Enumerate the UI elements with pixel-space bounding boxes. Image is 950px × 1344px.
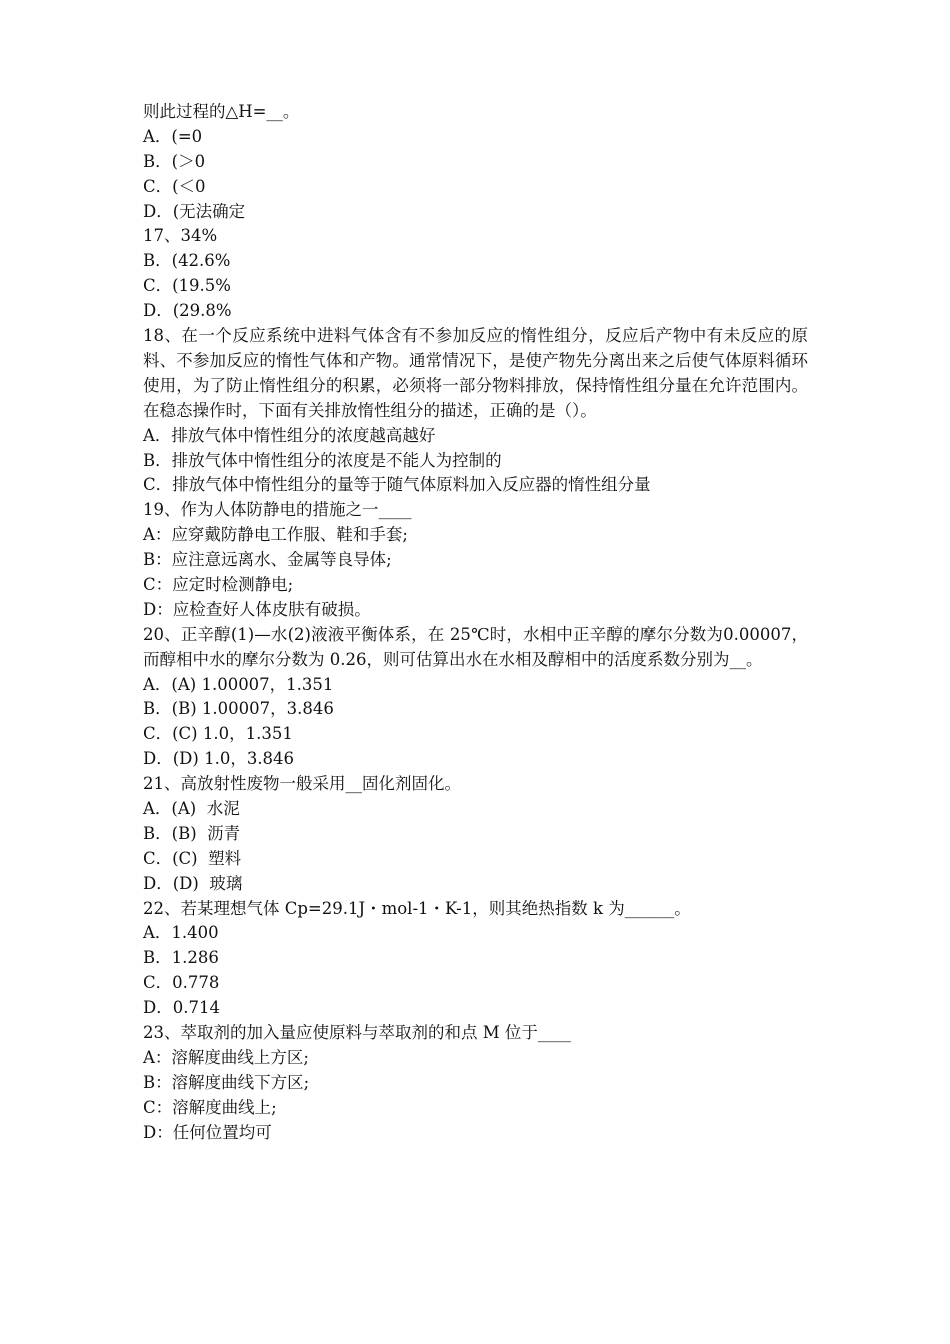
option-b: B．(B) 沥青	[143, 823, 241, 843]
option-a: A．排放气体中惰性组分的浓度越高越好	[143, 425, 436, 445]
option-b: B．(B) 1.00007，3.846	[143, 699, 334, 719]
question-stem: 18、在一个反应系统中进料气体含有不参加反应的惰性组分，反应后产物中有未反应的原料、不参加反应的惰性气体和产物。通常情况下，是使产物先分离出来之后使气体原料循环使用，为了防止惰性组分的积累，必须将一部分物料排放，保持惰性组分量在允许范围内。在稳态操作时，下面有关排放惰性组分的描述，正确的是（）。	[143, 326, 808, 420]
option-c: C：应定时检测静电;	[143, 574, 294, 594]
question-stem: 则此过程的△H=__。	[143, 102, 300, 121]
option-b: B．1.286	[143, 948, 219, 968]
question-stem: 23、萃取剂的加入量应使原料与萃取剂的和点 M 位于____	[143, 1023, 571, 1043]
option-a: A．(=0	[143, 126, 203, 146]
option-d: D：应检查好人体皮肤有破损。	[143, 599, 371, 619]
option-c: C：溶解度曲线上;	[143, 1097, 277, 1117]
option-a: A．(A) 水泥	[143, 799, 240, 819]
option-a: A：溶解度曲线上方区;	[143, 1047, 309, 1067]
document-body	[143, 100, 808, 1146]
question-22	[143, 897, 808, 1021]
option-b: B．(＞0	[143, 151, 206, 171]
question-stem: 17、34%	[143, 226, 218, 246]
option-c: C．排放气体中惰性组分的量等于随气体原料加入反应器的惰性组分量	[143, 475, 651, 495]
question-17	[143, 224, 808, 324]
option-b: B：应注意远离水、金属等良导体;	[143, 550, 392, 570]
option-d: D．(29.8%	[143, 301, 232, 321]
question-stem: 22、若某理想气体 Cp=29.1J・mol-1・K-1，则其绝热指数 k 为______。	[143, 898, 691, 918]
option-d: D：任何位置均可	[143, 1122, 272, 1142]
option-b: B：溶解度曲线下方区;	[143, 1072, 310, 1092]
question-stem: 20、正辛醇(1)—水(2)液液平衡体系，在 25℃时，水相中正辛醇的摩尔分数为0.00007，而醇相中水的摩尔分数为 0.26，则可估算出水在水相及醇相中的活度系数分别为__。	[143, 624, 808, 669]
option-c: C．(＜0	[143, 176, 206, 196]
option-d: D．(D) 玻璃	[143, 873, 243, 893]
question-18	[143, 324, 808, 498]
question-fragment	[143, 100, 808, 224]
option-b: B．(42.6%	[143, 251, 231, 271]
option-d: D．(D) 1.0，3.846	[143, 749, 295, 769]
option-a: A：应穿戴防静电工作服、鞋和手套;	[143, 525, 408, 545]
question-21	[143, 772, 808, 896]
question-20	[143, 623, 808, 772]
question-stem: 19、作为人体防静电的措施之一____	[143, 500, 412, 520]
question-stem: 21、高放射性废物一般采用__固化剂固化。	[143, 774, 461, 794]
question-19	[143, 498, 808, 622]
option-c: C．(C) 1.0，1.351	[143, 724, 293, 744]
option-a: A．1.400	[143, 923, 219, 943]
option-d: D．(无法确定	[143, 201, 246, 221]
question-23	[143, 1021, 808, 1145]
option-b: B．排放气体中惰性组分的浓度是不能人为控制的	[143, 450, 502, 470]
option-d: D．0.714	[143, 998, 220, 1018]
option-c: C．(19.5%	[143, 276, 231, 296]
option-c: C．0.778	[143, 973, 220, 993]
option-c: C．(C) 塑料	[143, 848, 242, 868]
option-a: A．(A) 1.00007，1.351	[143, 674, 334, 694]
